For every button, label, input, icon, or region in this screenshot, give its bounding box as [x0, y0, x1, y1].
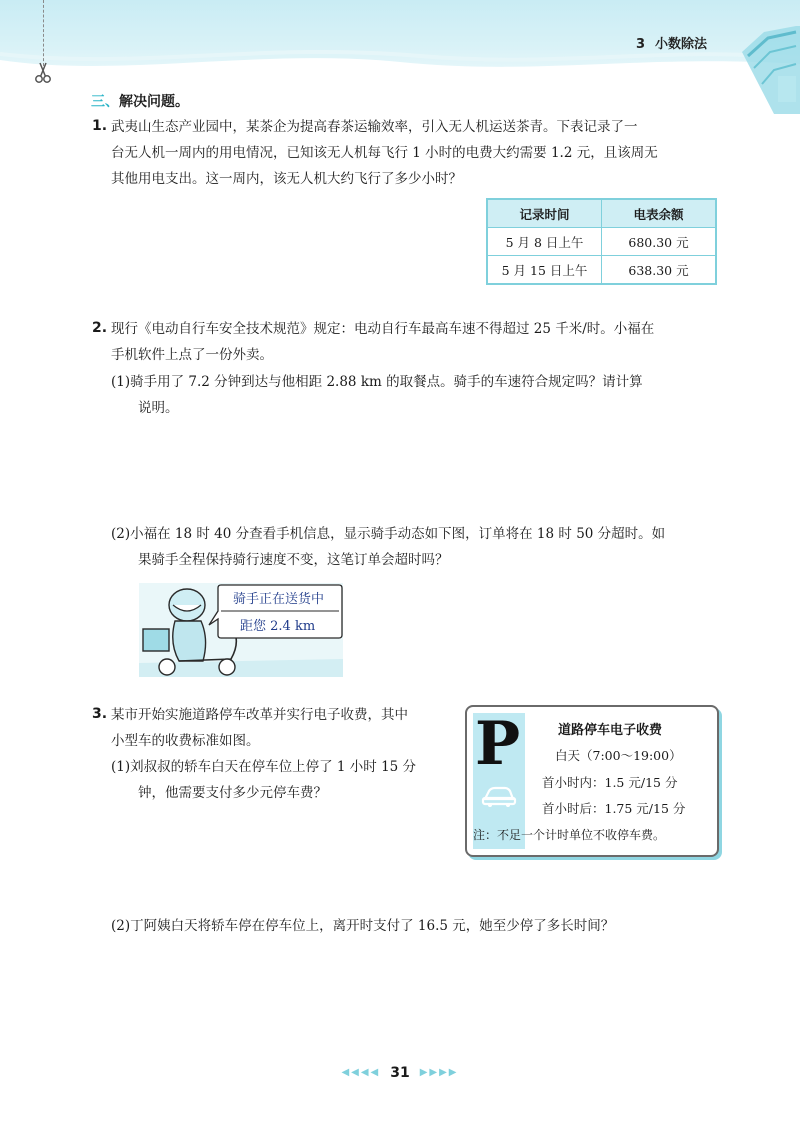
q3-sub2-line: (2)丁阿姨白天将轿车停在停车位上，离开时支付了 16.5 元，她至少停了多长时间？ [111, 918, 615, 934]
q2-sub1 [111, 369, 643, 421]
scissors-icon [34, 62, 52, 84]
parking-sign-title: 道路停车电子收费 [558, 723, 663, 738]
electricity-record-table [486, 198, 717, 285]
chapter-heading [636, 33, 707, 52]
q1-line: 武夷山生态产业园中，某茶企为提高春茶运输效率，引入无人机运送茶青。下表记录了一 [111, 119, 638, 135]
page-number: 31 [390, 1065, 410, 1081]
table-cell: 5 月 8 日上午 [487, 228, 602, 256]
q2-sub1-line: 说明。 [138, 400, 179, 416]
section-title [91, 91, 189, 111]
table-header-row [487, 199, 716, 228]
table-row [487, 256, 716, 285]
table-cell: 680.30 元 [602, 228, 717, 256]
q3-number: 3. [92, 706, 108, 722]
q2-line: 手机软件上点了一份外卖。 [111, 347, 273, 363]
table-header-time: 记录时间 [487, 199, 602, 228]
car-icon [481, 785, 517, 807]
section-number: 三、 [91, 94, 119, 110]
q3-line: 小型车的收费标准如图。 [111, 733, 260, 749]
parking-sign-note: 注：不足一个计时单位不收停车费。 [473, 828, 666, 842]
chapter-title: 小数除法 [655, 37, 708, 52]
q2-sub1-line: (1)骑手用了 7.2 分钟到达与他相距 2.88 km 的取餐点。骑手的车速符合规定吗？请计算 [111, 374, 643, 390]
q2-text [111, 316, 654, 368]
footer-right-arrows: ▶▶▶▶ [419, 1067, 459, 1078]
building-decoration-icon [734, 22, 800, 114]
q3-line: 某市开始实施道路停车改革并实行电子收费，其中 [111, 707, 408, 723]
q3-sub2 [111, 913, 614, 939]
q2-sub2 [111, 521, 665, 573]
rider-status-text: 骑手正在送货中 [233, 592, 325, 607]
q1-text [111, 114, 658, 192]
q3-sub1-line: 钟，他需要支付多少元停车费？ [138, 785, 327, 801]
q3-text [111, 702, 408, 754]
table-row [487, 228, 716, 256]
parking-sign-daytime: 白天（7:00～19:00） [555, 748, 682, 763]
parking-sign-first-hour: 首小时内：1.5 元/15 分 [542, 775, 678, 790]
q1-line: 台无人机一周内的用电情况，已知该无人机每飞行 1 小时的电费大约需要 1.2 元，且该周无 [111, 145, 658, 161]
q2-sub2-line: 果骑手全程保持骑行速度不变，这笔订单会超时吗？ [138, 552, 449, 568]
cut-line [43, 0, 44, 66]
q1-number: 1. [92, 118, 108, 134]
page-footer [0, 1065, 800, 1081]
section-title-text: 解决问题。 [119, 94, 189, 110]
rider-distance-text: 距您 2.4 km [240, 619, 316, 634]
q3-sub1 [111, 754, 416, 806]
q2-number: 2. [92, 320, 108, 336]
chapter-number: 3 [636, 37, 646, 52]
table-cell: 638.30 元 [602, 256, 717, 285]
table-cell: 5 月 15 日上午 [487, 256, 602, 285]
parking-p-letter: P [475, 709, 521, 779]
parking-sign-after-first: 首小时后：1.75 元/15 分 [542, 801, 686, 816]
q2-line: 现行《电动自行车安全技术规范》规定：电动自行车最高车速不得超过 25 千米/时。小福在 [111, 321, 655, 337]
footer-left-arrows: ◀◀◀◀ [341, 1067, 381, 1078]
table-header-balance: 电表余额 [602, 199, 717, 228]
q3-sub1-line: (1)刘叔叔的轿车白天在停车位上停了 1 小时 15 分 [111, 759, 417, 775]
q1-line: 其他用电支出。这一周内，该无人机大约飞行了多少小时？ [111, 171, 462, 187]
parking-fee-sign [465, 705, 719, 857]
q2-sub2-line: (2)小福在 18 时 40 分查看手机信息，显示骑手动态如下图，订单将在 18 时 50 分超时。如 [111, 526, 666, 542]
